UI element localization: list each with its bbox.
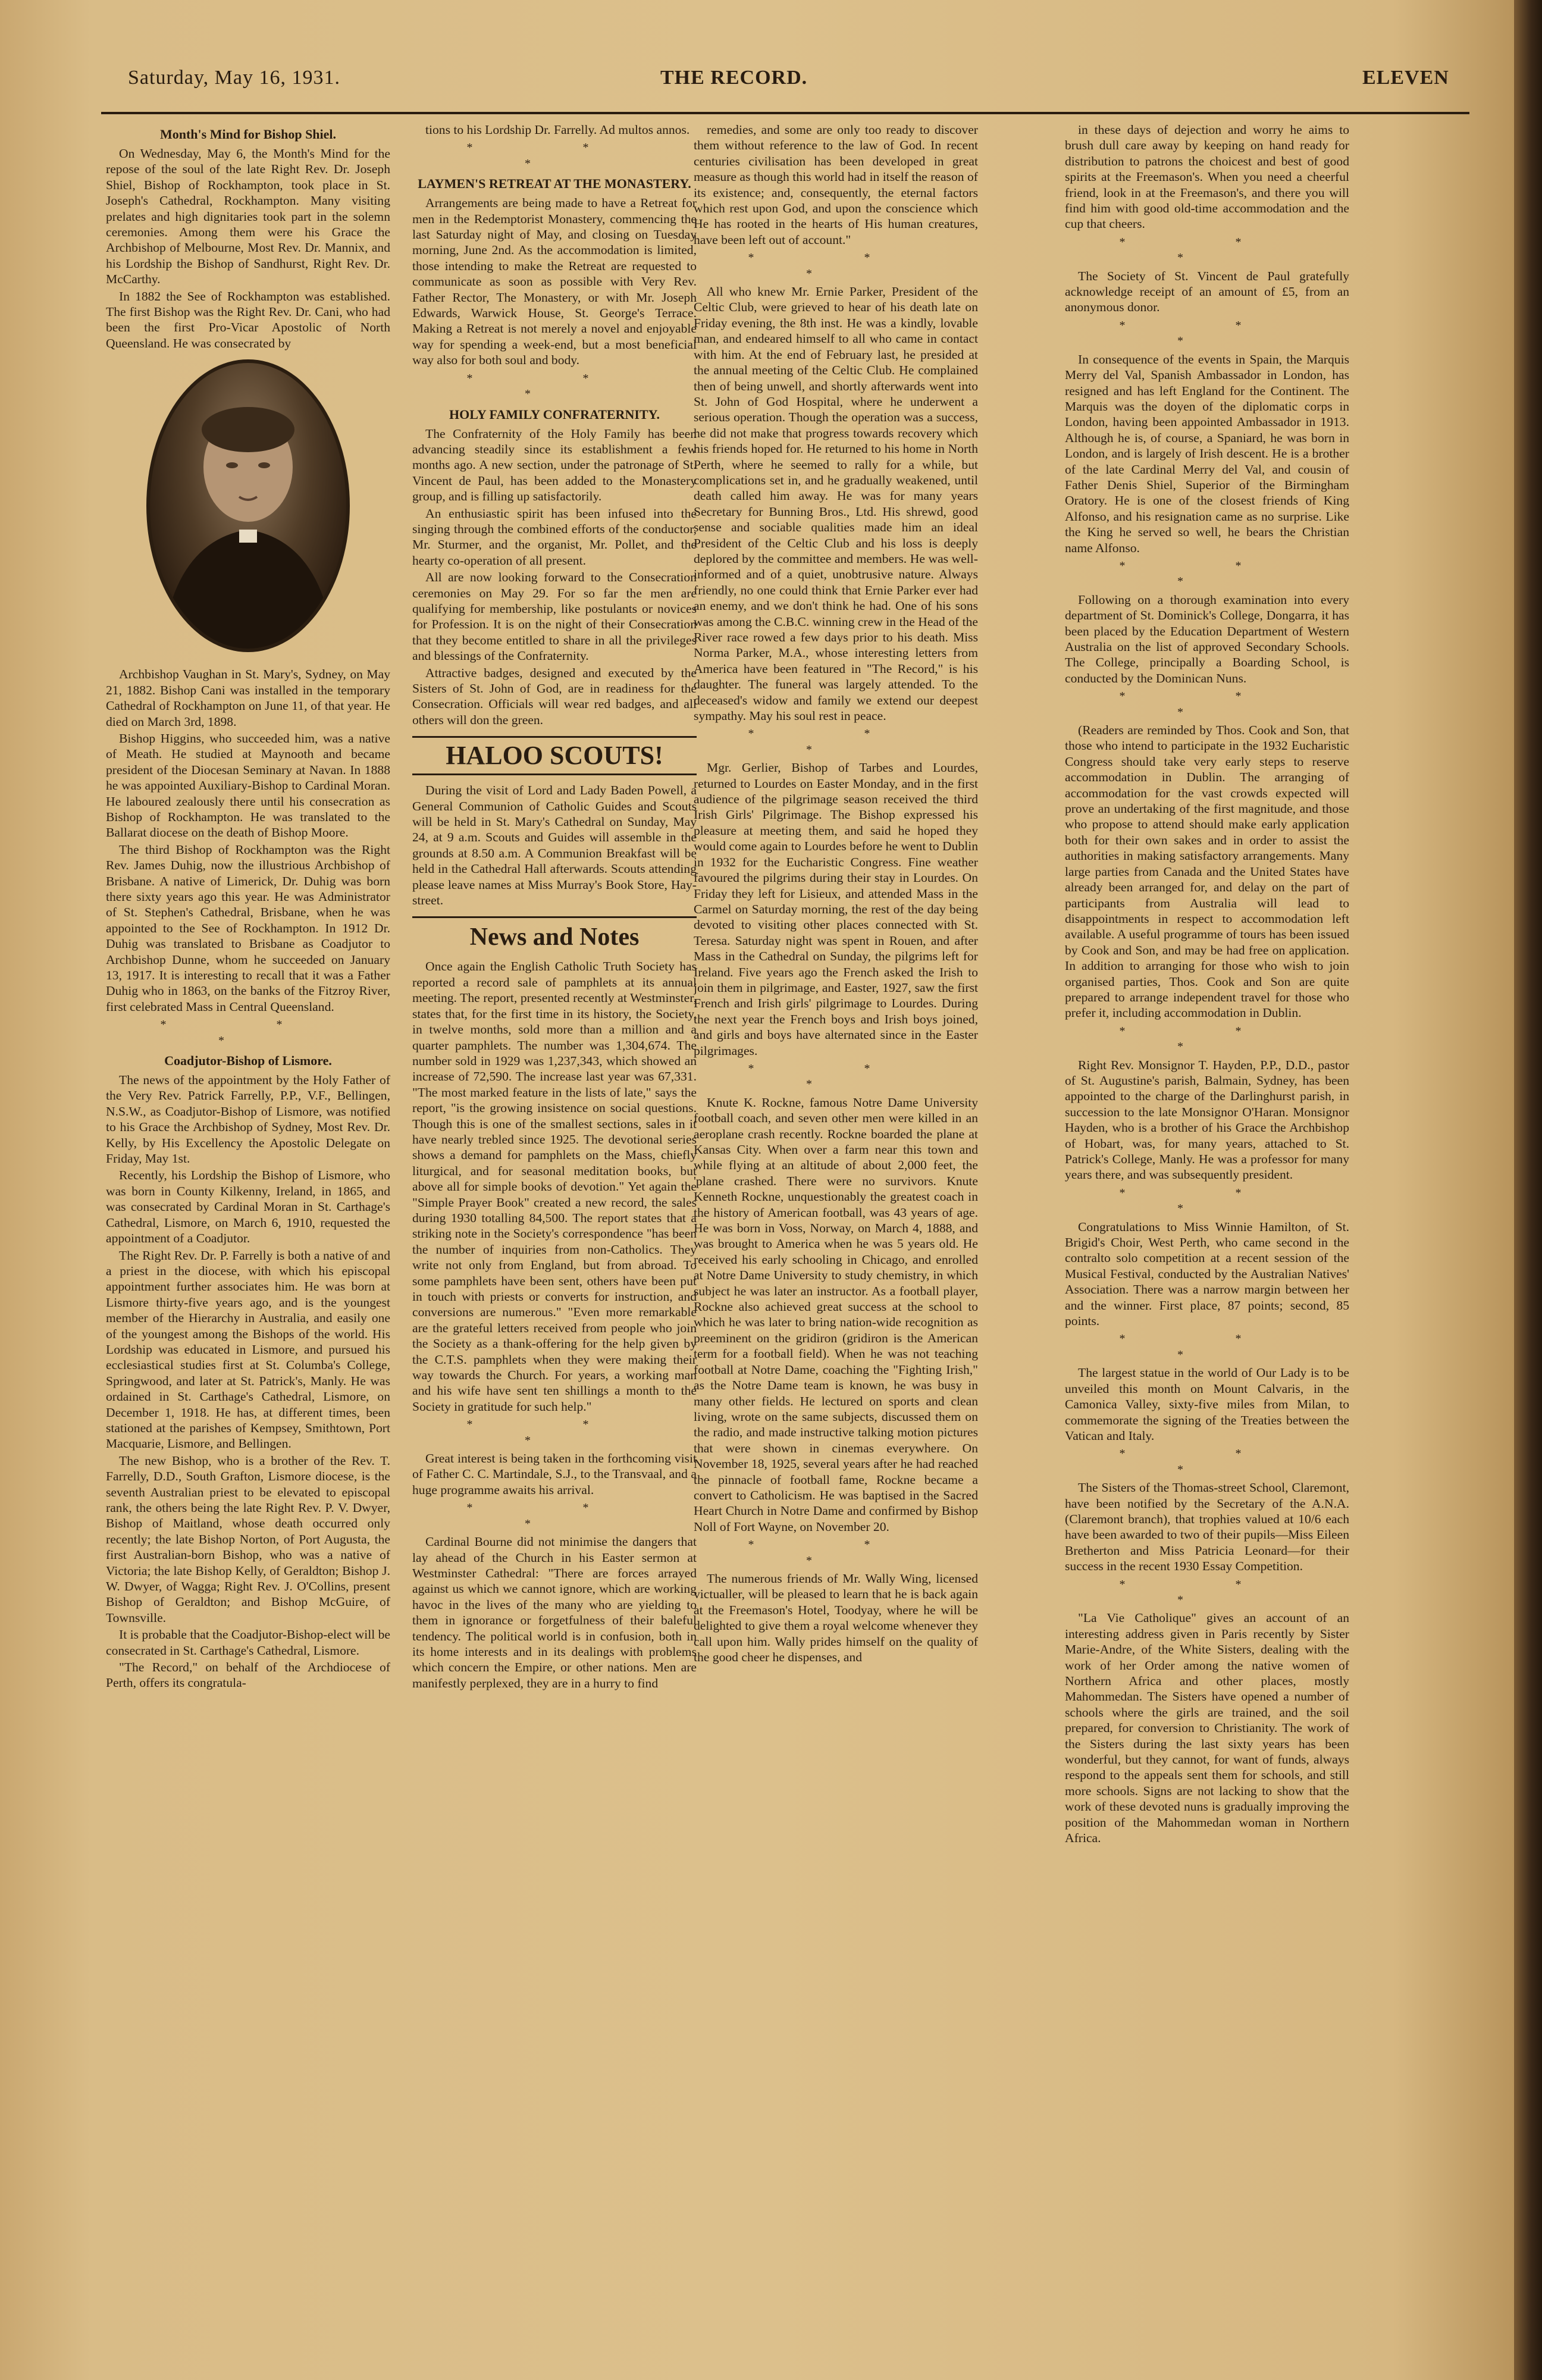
article-paragraph: In 1882 the See of Rockhampton was established. The first Bishop was the Right Rev. Dr. Cani, who had been the first Pro-Vicar Apostolic of North Queensland. He was consecrated by bbox=[106, 289, 390, 350]
section-divider: * * * bbox=[1119, 690, 1295, 719]
article-paragraph: Great interest is being taken in the forthcoming visit of Father C. C. Martindale, S.J., to the Transvaal, and a huge programme awaits his arrival. bbox=[412, 1451, 697, 1497]
section-divider: * * * bbox=[466, 371, 642, 401]
section-divider: * * * bbox=[1119, 1332, 1295, 1361]
article-paragraph: in these days of dejection and worry he aims to brush dull care away by keeping on hand ready for distribution to patrons the choicest and best of good spirits at the Freemason's. When you need a cheerful friend, look in at the Freemason's, and there you will find him with good old-time accommodation and the cup that cheers. bbox=[1065, 123, 1349, 231]
column-4 bbox=[1065, 122, 1349, 2335]
article-paragraph: An enthusiastic spirit has been infused into the singing through the combined efforts of the conductor, Mr. Sturmer, and the organist, Mr. Pollet, and the hearty co-operation of all present. bbox=[412, 506, 697, 568]
article-paragraph: Mgr. Gerlier, Bishop of Tarbes and Lourdes, returned to Lourdes on Easter Monday, and in the first audience of the pilgrimage season received the third Irish Girls' Pilgrimage. The Bishop expressed his pleasure at meeting them, and said he hoped they would come again to Lourdes before he went to Dublin in 1932 for the Eucharistic Congress. Fine weather favoured the pilgrims during their stay in Lourdes. On Friday they left for Lisieux, and attended Mass in the Carmel on Saturday morning, the rest of the day being devoted to visiting other places connected with St. Teresa. Saturday night was spent in Rouen, and after Mass in the Cathedral on Sunday, the pilgrims left for Ireland. Five years ago the French asked the Irish to join them in pilgrimage, and Easter, 1927, saw the first French and Irish girls' pilgrimage to Lourdes. During the next year the French boys and Irish boys joined, and girls and boys have alternated since in the Easter pilgrimages. bbox=[694, 760, 978, 1058]
article-paragraph: Recently, his Lordship the Bishop of Lismore, who was born in County Kilkenny, Ireland, in 1865, and was consecrated by Cardinal Moran in St. Carthage's Cathedral, Lismore, on March 6, 1910, requested the appointment of a Coadjutor. bbox=[106, 1168, 390, 1246]
article-paragraph: It is probable that the Coadjutor-Bishop-elect will be consecrated in St. Carthage's Cathedral, Lismore. bbox=[106, 1627, 390, 1658]
section-divider: * * * bbox=[1119, 1024, 1295, 1054]
article-paragraph: All are now looking forward to the Consecration ceremonies on May 29. For so far the men are qualifying for membership, like postulants or novices for Profession. It is on the night of their Consecration that they become entitled to share in all the privileges and blessings of the Confraternity. bbox=[412, 570, 697, 663]
column-3 bbox=[694, 122, 978, 2335]
article-paragraph: "La Vie Catholique" gives an account of an interesting address given in Paris recently by Sister Marie-Andre, of the White Sisters, dealing with the work of her Order among the native women of Northern Africa and other places, mostly Mahommedan. The Sisters have opened a number of schools where the girls are trained, and the soil prepared, for conversion to Christianity. The work of the Sisters during the last sixty years has been wonderful, but they cannot, for want of funds, always respond to the appeals sent them for schools, and still more schools. Signs are not lacking to show that the work of these devoted nuns is gradually improving the position of the Mahommedan woman in Northern Africa. bbox=[1065, 1611, 1349, 1846]
article-paragraph: Cardinal Bourne did not minimise the dangers that lay ahead of the Church in his Easter sermon at Westminster Cathedral: "There are forces arrayed against us which we cannot ignore, which are working havoc in the lives of the many who are yielding to them in ignorance or forgetfulness of their baleful tendency. The political world is in confusion, both in its home interests and in its dealings with problems which concern the Empire, or other nations. Men are manifestly perplexed, they are in a hurry to find bbox=[412, 1535, 697, 1690]
article-paragraph: tions to his Lordship Dr. Farrelly. Ad multos annos. bbox=[425, 123, 690, 137]
article-paragraph: The Right Rev. Dr. P. Farrelly is both a native of and a priest in the diocese, with which his episcopal appointment further associates him. He was born at Lismore thirty-five years ago, and is the youngest member of the Hierarchy in Australia, and easily one of the youngest among the Bishops of the world. His Lordship was educated in Lismore, and pursued his ecclesiastical studies first at St. Columba's College, Springwood, and later at St. Patrick's, Manly. He was ordained in St. Carthage's Cathedral, Lismore, on December 1, 1918. He has, at different times, been stationed at the parishes of Kempsey, Smithtown, Port Macquarie, Lismore, and Bellingen. bbox=[106, 1248, 390, 1451]
article-paragraph: Once again the English Catholic Truth Society has reported a record sale of pamphlets at its annual meeting. The report, presented recently at Westminster, states that, for the first time in its history, the Society, in twelve months, sold more than a million and a quarter pamphlets. The number was 1,304,674. The number sold in 1929 was 1,237,343, which showed an increase of 72,590. The increase last year was 67,331. "The most marked feature in the lists of late," says the report, "is the growing insistence on social questions. Though this is one of the smallest sections, sales in it have nearly trebled since 1925. The devotional series shows a demand for pamphlets on the Mass, chiefly liturgical, and for seasonal meditation books, but above all for simple books of devotion." Yet again the "Simple Prayer Book" created a new record, the sales during 1930 totalling 84,500. The report states that a striking note in the Society's correspondence "has been the number of inquiries from non-Catholics. They write not only from England, but from abroad. To some pamphlets have been sent, others have been put in touch with priests or converts for instruction, and conversions are numerous." "Even more remarkable are the grateful letters received from people who join the Society as a thank-offering for the help given by the C.T.S. pamphlets when they were making their way towards the Church. For years, a working man and his wife have sent ten shillings a month to the Society in gratitude for such help." bbox=[412, 959, 697, 1414]
portrait-silhouette bbox=[150, 363, 346, 649]
section-divider: * * * bbox=[748, 251, 924, 280]
section-divider: * * * bbox=[1119, 1577, 1295, 1606]
article-paragraph: In consequence of the events in Spain, the Marquis Merry del Val, Spanish Ambassador in London, has resigned and has left England for the Continent. The Marquis was the doyen of the diplomatic corps in London, having been appointed Ambassador in 1913. Although he is, of course, a Spaniard, he was born in London, and is largely of Irish descent. He is a brother of the late Cardinal Merry del Val, and cousin of Father Denis Shiel, Superior of the Birmingham Oratory. He is one of the closest friends of King Alfonso, and his resignation came as no surprise. Like the King he served so well, he bears the Christian name Alfonso. bbox=[1065, 352, 1349, 555]
article-paragraph: The third Bishop of Rockhampton was the Right Rev. James Duhig, now the illustrious Archbishop of Brisbane. A native of Limerick, Dr. Duhig was born there sixty years ago this year. He was Administrator of St. Stephen's Cathedral, Brisbane, when he was appointed to the See of Rockhampton. In 1912 Dr. Duhig was translated to Brisbane as Coadjutor to Archbishop Dunne, whom he succeeded on January 13, 1917. It is interesting to recall that it was a Father Duhig who in 1863, on the banks of the Fitzroy River, first celebrated Mass in Central Queensland. bbox=[106, 842, 390, 1014]
article-paragraph: Right Rev. Monsignor T. Hayden, P.P., D.D., pastor of St. Augustine's parish, Balmain, Sydney, has been appointed to the charge of the Darlinghurst parish, in succession to the late Monsignor O'Haran. Monsignor Hayden, who is a brother of his Grace the Archbishop of Hobart, was, for many years, attached to St. Patrick's College, Manly. He was a professor for many years there, and was subsequently president. bbox=[1065, 1057, 1349, 1182]
article-paragraph: The Confraternity of the Holy Family has been advancing steadily since its establishment a few months ago. A new section, under the patronage of St. Vincent de Paul, has been added to the Monastery group, and is filling up satisfactorily. bbox=[412, 426, 697, 504]
article-paragraph: The new Bishop, who is a brother of the Rev. T. Farrelly, D.D., South Grafton, Lismore diocese, is the seventh Australian priest to be elevated to episcopal rank, the others being the late Right Rev. P. V. Dwyer, Bishop of Maitland, whose death occurred only recently; the late Bishop Norton, of Port Augusta, the first Australian-born Bishop, who was a native of Victoria; the late Bishop Kelly, of Geraldton; Bishop J. W. Dwyer, of Wagga; Right Rev. J. O'Collins, present Bishop of Geraldton; and Bishop McGuire, of Townsville. bbox=[106, 1453, 390, 1625]
article-paragraph: On Wednesday, May 6, the Month's Mind for the repose of the soul of the late Right Rev. Dr. Joseph Shiel, Bishop of Rockhampton, took place in St. Joseph's Cathedral, Rockhampton. Many visiting prelates and high dignitaries took part in the solemn ceremonies. Among them were his Grace the Archbishop of Melbourne, Most Rev. Dr. Mannix, and his Lordship the Bishop of Sandhurst, Right Rev. Dr. McCarthy. bbox=[106, 146, 390, 287]
article-paragraph: During the visit of Lord and Lady Baden Powell, a General Communion of Catholic Guides and Scouts will be held in St. Mary's Cathedral on Sunday, May 24, at 9 a.m. Scouts and Guides will assemble in the grounds at 8.50 a.m. A Communion Breakfast will be held in the Cathedral Hall afterwards. Scouts attending please leave names at Miss Murray's Book Store, Hay-street. bbox=[412, 783, 697, 908]
section-divider: * * * bbox=[466, 1501, 642, 1530]
article-paragraph: (Readers are reminded by Thos. Cook and Son, that those who intend to participate in the 1932 Eucharistic Congress should take very early steps to reserve accommodation in Dublin. The arranging of accommodation for the vast crowds expected will prove an undertaking of the first magnitude, and those who propose to attend should make early application both for their own sakes and in order to assist the authorities in making satisfactory arrangements. Many large parties from Canada and the United States have already been arranged for, and delay on the part of participants from Australia will lead to disappointments in respect to accommodation left available. A useful programme of tours has been issued by Cook and Son, and may be had free on application. In addition to arranging for those who wish to join organised parties, Thos. Cook and Son are quite prepared to arrange independent travel for those who prefer it, including accommodation in Dublin. bbox=[1065, 723, 1349, 1020]
section-divider: * * * bbox=[748, 727, 924, 756]
page-number: ELEVEN bbox=[1362, 67, 1449, 89]
article-paragraph: Arrangements are being made to have a Retreat for men in the Redemptorist Monastery, commencing the last Saturday night of May, and closing on Tuesday morning, June 2nd. As the accommodation is limited, those intending to make the Retreat are requested to communicate as soon as possible with Very Rev. Father Rector, The Monastery, or with Mr. Joseph Edwards, Warwick House, St. George's Terrace. Making a Retreat is not merely a novel and enjoyable way for spending a week-end, but a most beneficial way also for both soul and body. bbox=[412, 196, 697, 368]
section-divider: * * * bbox=[1119, 559, 1295, 588]
section-divider: * * * bbox=[160, 1018, 336, 1047]
headline-holy-family: HOLY FAMILY CONFRATERNITY. bbox=[449, 406, 660, 422]
page-edge bbox=[1514, 0, 1542, 2380]
article-paragraph: The largest statue in the world of Our Lady is to be unveiled this month on Mount Calvaris, in the Camonica Valley, sixty-five miles from Milan, to commemorate the signing of the Treaties between the Vatican and Italy. bbox=[1065, 1366, 1349, 1443]
section-divider: * * * bbox=[748, 1061, 924, 1091]
article-paragraph: All who knew Mr. Ernie Parker, President of the Celtic Club, were grieved to hear of his death late on Friday evening, the 8th inst. He was a kindly, lovable man, and endeared himself to all who came in contact with him. At the end of February last, he presided at the annual meeting of the Celtic Club. He complained then of being unwell, and shortly afterwards went into St. John of God Hospital, where he underwent a serious operation. Though the operation was a success, he did not make that progress towards recovery which his friends hoped for. He returned to his home in North Perth, where he seemed to rally for a while, but complications set in, and he gradually weakened, until death called him away. He was for many years Secretary for Bunning Bros., Ltd. His shrewd, good sense and sociable qualities made him an ideal President of the Celtic Club and his loss is deeply deplored by the committee and members. He was well-informed and of a quiet, unobtrusive nature. Always friendly, no one could think that Ernie Parker ever had an enemy, and we don't think he had. One of his sons was among the C.B.C. winning crew in the Head of the River race rowed a few days prior to his death. Miss Norma Parker, M.A., whose interesting letters from America have been featured in "The Record," is his daughter. The funeral was largely attended. To the deceased's widow and family we extend our deepest sympathy. May his soul rest in peace. bbox=[694, 284, 978, 724]
section-divider: * * * bbox=[1119, 1186, 1295, 1216]
headline-news-and-notes: News and Notes bbox=[412, 916, 697, 951]
masthead: THE RECORD. bbox=[660, 67, 808, 89]
section-divider: * * * bbox=[748, 1538, 924, 1567]
headline-laymens-retreat: LAYMEN'S RETREAT AT THE MONASTERY. bbox=[418, 176, 691, 192]
headline-coadjutor-bishop: Coadjutor-Bishop of Lismore. bbox=[164, 1053, 332, 1069]
headline-months-mind: Month's Mind for Bishop Shiel. bbox=[159, 127, 337, 142]
column-2 bbox=[412, 122, 697, 2335]
article-paragraph: Attractive badges, designed and executed by the Sisters of St. John of God, are in readiness for the Consecration. Officials will wear red badges, and all others will don the green. bbox=[412, 665, 697, 727]
article-paragraph: The Sisters of the Thomas-street School, Claremont, have been notified by the Secretary of the A.N.A. (Claremont branch), that trophies valued at 10/6 each have been awarded to two of their pupils—Miss Eileen Bretherton and Miss Patricia Leonard—for their success in the recent 1930 Essay Competition. bbox=[1065, 1480, 1349, 1574]
article-paragraph: The Society of St. Vincent de Paul gratefully acknowledge receipt of an amount of £5, from an anonymous donor. bbox=[1065, 268, 1349, 315]
section-divider: * * * bbox=[1119, 1447, 1295, 1476]
section-divider: * * * bbox=[466, 141, 642, 170]
header-rule bbox=[101, 112, 1469, 114]
archbishop-portrait bbox=[146, 359, 350, 652]
article-paragraph: Following on a thorough examination into every department of St. Dominick's College, Dongarra, it has been placed by the Education Department of Western Australia on the list of approved Secondary Schools. The College, principally a Boarding School, is conducted by the Dominican Nuns. bbox=[1065, 592, 1349, 685]
column-1 bbox=[106, 122, 390, 2335]
article-paragraph: "The Record," on behalf of the Archdiocese of Perth, offers its congratula- bbox=[106, 1660, 390, 1690]
issue-date: Saturday, May 16, 1931. bbox=[128, 67, 340, 89]
headline-haloo-scouts: HALOO SCOUTS! bbox=[412, 736, 697, 775]
section-divider: * * * bbox=[1119, 235, 1295, 265]
article-paragraph: The news of the appointment by the Holy Father of the Very Rev. Patrick Farrelly, P.P., V.F., Bellingen, N.S.W., as Coadjutor-Bishop of Lismore, was notified to his Grace the Archbishop of Sydney, Most Rev. Dr. Kelly, by His Excellency the Apostolic Delegate on Friday, May 1st. bbox=[106, 1073, 390, 1166]
article-paragraph: remedies, and some are only too ready to discover them without reference to the law of God. In recent centuries civilisation has been developed in great measure as though this world had in itself the reason of its existence; and, consequently, the eternal factors which rest upon God, and upon the conscience which He has rooted in the hearts of His human creatures, have been left out of account." bbox=[694, 123, 978, 247]
section-divider: * * * bbox=[466, 1418, 642, 1447]
article-paragraph: Archbishop Vaughan in St. Mary's, Sydney, on May 21, 1882. Bishop Cani was installed in the temporary Cathedral of Rockhampton on June 11, of that year. He died on March 3rd, 1898. bbox=[106, 667, 390, 729]
article-paragraph: Knute K. Rockne, famous Notre Dame University football coach, and seven other men were killed in an aeroplane crash recently. Rockne boarded the plane at Kansas City. When over a farm near this town and while flying at an altitude of about 2,000 feet, the 'plane crashed. There were no survivors. Knute Kenneth Rockne, unquestionably the greatest coach in the history of American football, was 43 years of age. He was born in Voss, Norway, on March 4, 1888, and was brought to America when he was 5 years old. He received his early schooling in Chicago, and enrolled at Notre Dame University to study chemistry, in which subject he was later an instructor. As a football player, Rockne also achieved great success at the school to which he was later to bring nation-wide recognition as preeminent on the gridiron (gridiron is the American term for a football field). When he was not teaching football at Notre Dame, coaching the "Fighting Irish," as the Notre Dame team is known, he was busy in many other fields. He lectured on sports and clean living, wrote on the same subjects, discussed them on the radio, and made instructive talking motion pictures that were shown in cinemas everywhere. On November 18, 1925, several years after he had reached the pinnacle of football fame, Rockne became a convert to Catholicism. He was baptised in the Sacred Heart Church in Notre Dame and confirmed by Bishop Noll of Fort Wayne, on November 20. bbox=[694, 1095, 978, 1534]
article-paragraph: Bishop Higgins, who succeeded him, was a native of Meath. He studied at Maynooth and became president of the Diocesan Seminary at Navan. In 1888 he was appointed Auxiliary-Bishop to Cardinal Moran. He laboured zealously there until his consecration as Bishop of Rockhampton. He was translated to the Ballarat diocese on the death of Bishop Moore. bbox=[106, 731, 390, 840]
article-paragraph: Congratulations to Miss Winnie Hamilton, of St. Brigid's Choir, West Perth, who came second in the contralto solo competition at a recent session of the Musical Festival, conducted by the Australian Natives' Association. There was a narrow margin between her and the winner. First place, 87 points; second, 85 points. bbox=[1065, 1219, 1349, 1329]
section-divider: * * * bbox=[1119, 318, 1295, 348]
article-paragraph: The numerous friends of Mr. Wally Wing, licensed victualler, will be pleased to learn that he is back again at the Freemason's Hotel, Toodyay, where he will be delighted to give them a royal welcome whenever they call upon him. Wally prides himself on the quality of the good cheer he dispenses, and bbox=[694, 1571, 978, 1664]
